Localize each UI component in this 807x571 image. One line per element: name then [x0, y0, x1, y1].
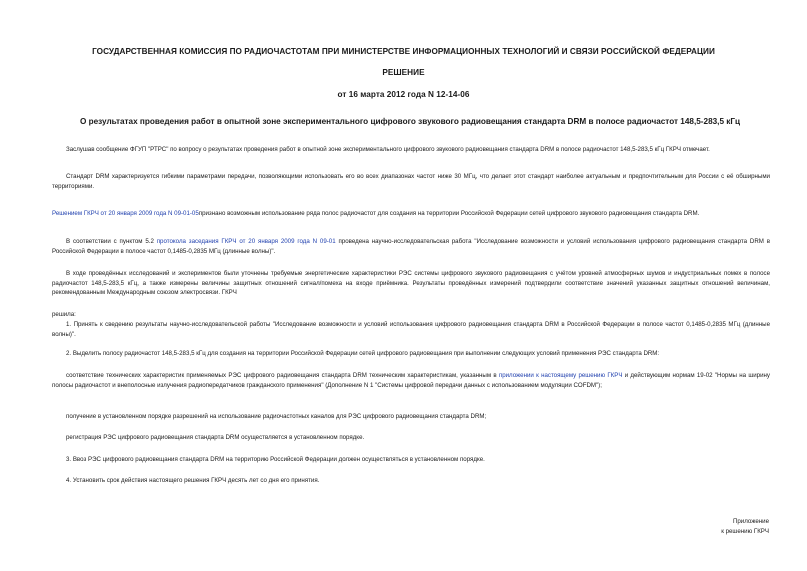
item-2-condition-permits: получение в установленном порядке разрешений на использование радиочастотных каналов для РЭС цифрового радиовещания стандарта DRM; — [66, 413, 487, 420]
paragraph-decision-2009-text: признано возможным использование ряда полос радиочастот для создания на территории Российской Федерации сетей цифрового звукового радиовещания стандарта DRM. — [198, 210, 700, 217]
condition-characteristics-post: и действующим нормам 19-02 "Нормы на ширину полосы радиочастот и внеполосные излучения радиопередатчиков гражданского применения" (Дополнение N 1 "Системы цифровой передачи данных с использованием модуляции COFDM"); — [52, 372, 770, 389]
item-2: 2. Выделить полосу радиочастот 148,5-283,5 кГц для создания на территории Российской Федерации сетей цифрового радиовещания при выполнении следующих условий применения РЭС стандарта DRM: — [66, 350, 660, 357]
paragraph-drm-standard: Стандарт DRM характеризуется гибкими параметрами передачи, позволяющими использовать его во всех диапазонах частот ниже 30 МГц, что делает этот стандарт наиболее актуальным и предпочтительным для России с её обширными территориями. — [52, 173, 770, 190]
appendix-reference: к решению ГКРЧ — [721, 528, 769, 535]
paragraph-research-pre: В соответствии с пунктом 5.2 — [66, 238, 157, 245]
item-1: 1. Принять к сведению результаты научно-исследовательской работы "Исследование возможности и условий использования цифрового радиовещания стандарта DRM в Российской Федерации в полосе частот 0,1485-0,2835 МГц (длинные волны)". — [52, 321, 770, 338]
document-date-number: от 16 марта 2012 года N 12-14-06 — [337, 90, 470, 99]
item-2-condition-registration: регистрация РЭС цифрового радиовещания стандарта DRM осуществляется в установленном порядке. — [66, 434, 365, 441]
document-type: РЕШЕНИЕ — [382, 68, 425, 77]
paragraph-decision-2009 — [52, 209, 770, 219]
paragraph-research-post: проведена научно-исследовательская работа "Исследование возможности и условий использования цифрового радиовещания стандарта DRM в Российской Федерации в полосе частот 0,1485-0,2835 МГц (длинные волны)". — [52, 238, 770, 255]
appendix-link[interactable]: приложении к настоящему решению ГКРЧ — [498, 372, 623, 379]
issuing-authority: ГОСУДАРСТВЕННАЯ КОМИССИЯ ПО РАДИОЧАСТОТАМ ПРИ МИНИСТЕРСТВЕ ИНФОРМАЦИОННЫХ ТЕХНОЛОГИЙ И СВЯЗИ РОССИЙСКОЙ ФЕДЕРАЦИИ — [92, 47, 715, 56]
paragraph-research — [52, 237, 770, 256]
condition-characteristics-pre: соответствие технических характеристик применяемых РЭС цифрового радиовещания стандарта DRM техническим характеристикам, указанным в — [66, 372, 499, 379]
item-4: 4. Установить срок действия настоящего решения ГКРЧ десять лет со дня его принятия. — [66, 477, 320, 484]
paragraph-hearing: Заслушав сообщение ФГУП "РТРС" по вопросу о результатах проведения работ в опытной зоне экспериментального цифрового звукового радиовещания стандарта DRM в полосе радиочастот 148,5-283,5 кГц ГКРЧ отмечает. — [66, 146, 710, 153]
resolved-heading: решила: — [52, 311, 76, 318]
item-3: 3. Ввоз РЭС цифрового радиовещания стандарта DRM на территорию Российской Федерации должен осуществляться в установленном порядке. — [66, 456, 485, 463]
appendix-label: Приложение — [732, 518, 769, 525]
item-2-condition-characteristics — [52, 371, 770, 390]
decision-2009-link[interactable]: Решением ГКРЧ от 20 января 2009 года N 09-01-05 — [52, 210, 199, 217]
document-title: О результатах проведения работ в опытной зоне экспериментального цифрового звукового радиовещания стандарта DRM в полосе радиочастот 148,5-283,5 кГц — [79, 117, 741, 126]
protocol-2009-link[interactable]: протокола заседания ГКРЧ от 20 января 2009 года N 09-01 — [156, 238, 336, 245]
paragraph-results: В ходе проведённых исследований и экспериментов были уточнены требуемые энергетические характеристики РЭС системы цифрового звукового радиовещания с учётом уровней атмосферных шумов и индустриальных помех в полосе радиочастот 148,5-283,5 кГц, а также измерены величины защитных отношений сигнал/помеха на входе приёмника. Результаты проведённых измерений подтвердили соответствие значений указанных защитных отношений величинам, рекомендованным Международным союзом электросвязи. ГКРЧ — [52, 270, 770, 297]
